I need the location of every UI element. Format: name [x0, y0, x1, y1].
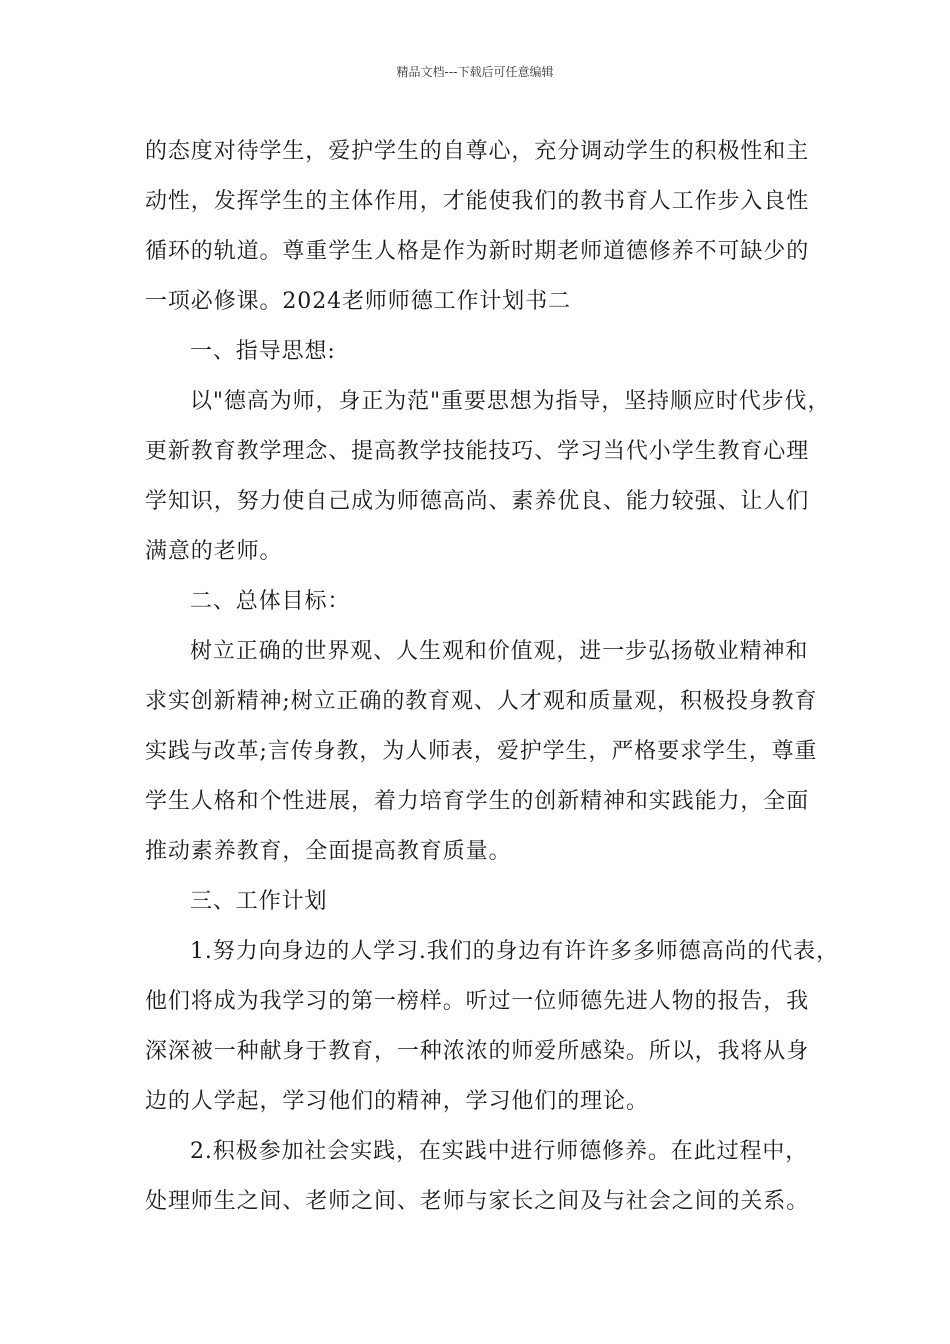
section-heading: 三、工作计划: [190, 889, 328, 914]
text-line: 1.努力向身边的人学习.我们的身边有许许多多师德高尚的代表，: [190, 939, 839, 964]
text-line: 深深被一种献身于教育，一种浓浓的师爱所感染。所以，我将从身: [145, 1039, 810, 1064]
text-line: 处理师生之间、老师之间、老师与家长之间及与社会之间的关系。: [145, 1189, 810, 1214]
page-header: 精品文档---下载后可任意编辑: [396, 65, 554, 79]
section-heading: 二、总体目标：: [190, 589, 351, 614]
text-line: 学生人格和个性进展，着力培育学生的创新精神和实践能力，全面: [145, 789, 810, 814]
text-line: 学知识，努力使自己成为师德高尚、素养优良、能力较强、让人们: [145, 489, 810, 514]
text-line: 以"德高为师，身正为范"重要思想为指导，坚持顺应时代步伐，: [190, 389, 831, 414]
section-heading: 一、指导思想:: [190, 339, 336, 364]
text-line: 边的人学起，学习他们的精神，学习他们的理论。: [145, 1089, 649, 1114]
text-line: 的态度对待学生，爱护学生的自尊心，充分调动学生的积极性和主: [145, 139, 810, 164]
document-body: [145, 127, 839, 1227]
text-line: 推动素养教育，全面提高教育质量。: [145, 839, 512, 864]
text-line: 动性，发挥学生的主体作用，才能使我们的教书育人工作步入良性: [145, 189, 810, 214]
text-line: 满意的老师。: [145, 539, 283, 564]
text-line: 他们将成为我学习的第一榜样。听过一位师德先进人物的报告，我: [145, 989, 810, 1014]
text-line: 2.积极参加社会实践，在实践中进行师德修养。在此过程中，: [190, 1139, 809, 1164]
text-line: 实践与改革;言传身教，为人师表，爱护学生，严格要求学生，尊重: [145, 739, 818, 764]
text-line: 树立正确的世界观、人生观和价值观，进一步弘扬敬业精神和: [190, 639, 809, 664]
text-line: 循环的轨道。尊重学生人格是作为新时期老师道德修养不可缺少的: [145, 239, 810, 264]
text-line: 求实创新精神;树立正确的教育观、人才观和质量观，积极投身教育: [145, 689, 818, 714]
text-line: 一项必修课。2024老师师德工作计划书二: [145, 289, 571, 314]
text-line: 更新教育教学理念、提高教学技能技巧、学习当代小学生教育心理: [145, 439, 810, 464]
